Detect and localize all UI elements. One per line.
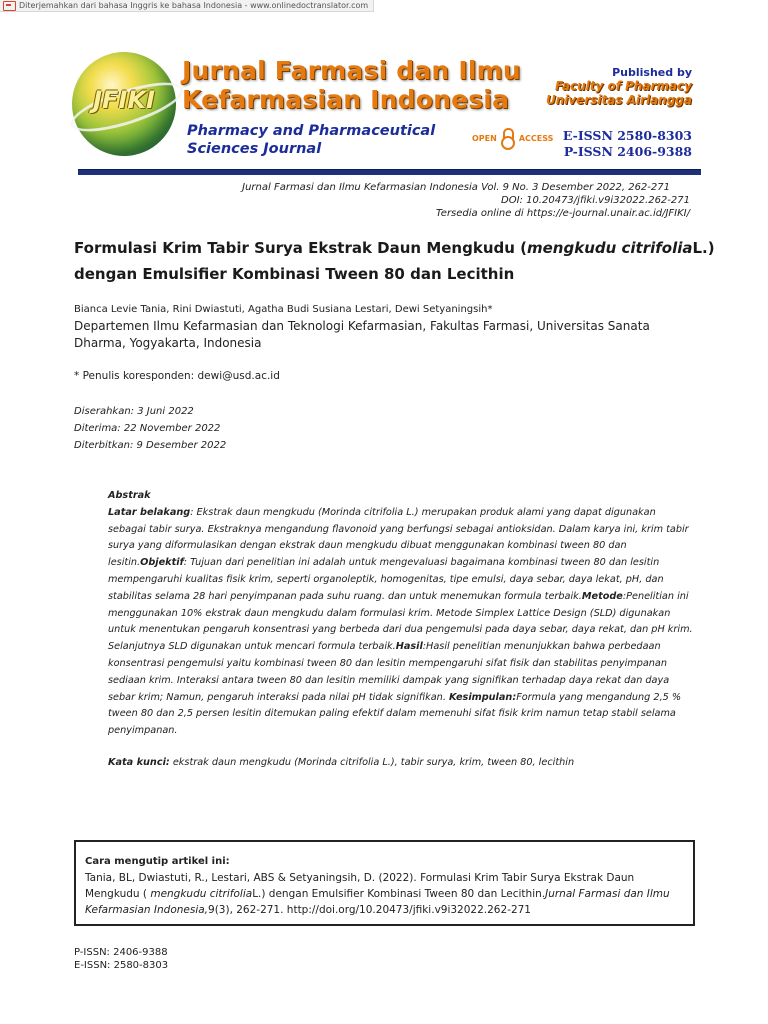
translator-bar[interactable]: [0, 0, 374, 12]
open-access-badge: [472, 128, 553, 148]
result-text: :Hasil penelitian menunjukkan bahwa perbedaan konsentrasi pengemulsi yaitu kombinasi tween 80 dan lesitin mempengaruhi sifat fisik dan stabilitas penyimpanan sediaan krim. Interaksi antara tween 80 dan lesitin memiliki dampak yang signifikan terhadap daya rekat dan daya sebar krim; Namun, pengaruh interaksi pada nilai pH tidak signifikan.: [108, 641, 670, 703]
citation-header: [242, 181, 690, 220]
keywords-text: ekstrak daun mengkudu (Morinda citrifolia L.), tabir surya, krim, tween 80, lecithin: [169, 757, 575, 768]
citation-doi[interactable]: DOI: 10.20473/jfiki.v9i32022.262-271: [501, 195, 690, 206]
abstract: [108, 488, 696, 740]
title-italic: mengkudu citrifolia: [527, 239, 693, 257]
abstract-heading: Abstrak: [108, 490, 151, 501]
objective-text: : Tujuan dari penelitian ini adalah untuk mengevaluasi bagaimana kombinasi tween 80 dan lesitin mempengaruhi kualitas fisik krim, seperti organoleptik, homogenitas, tipe emulsi, daya sebar, daya lekat, pH, dan stabilitas selama 28 hari penyimpanan pada suhu ruang. dan untuk menemukan formula terbaik.: [108, 557, 664, 602]
result-label: Hasil: [395, 641, 423, 653]
open-lock-icon: [501, 128, 515, 148]
eissn: E-ISSN 2580-8303: [562, 128, 692, 143]
translator-bar-text[interactable]: Diterjemahkan dari bahasa Inggris ke bahasa Indonesia - www.onlinedoctranslator.com: [19, 1, 369, 10]
translate-icon: [3, 1, 16, 11]
affiliation: Departemen Ilmu Kefarmasian dan Teknologi Kefarmasian, Fakultas Farmasi, Universitas Sanata Dharma, Yogyakarta, Indonesia: [74, 319, 650, 350]
method-label: Metode: [581, 590, 623, 602]
conclusion-text: Formula yang mengandung 2,5 % tween 80 dan 2,5 persen lesitin ditemukan paling efektif dalam memenuhi sifat fisik krim namun tetap stabil selama penyimpanan.: [108, 691, 682, 737]
journal-title-line2: Kefarmasian Indonesia: [182, 85, 510, 114]
journal-subtitle: [187, 122, 487, 158]
how-to-cite-box: [74, 840, 695, 926]
faculty-line2: Universitas Airlangga: [545, 93, 692, 107]
open-access-right: ACCESS: [518, 133, 554, 143]
background-label: Latar belakang: [108, 506, 191, 518]
journal-subtitle-line2: Sciences Journal: [187, 141, 322, 157]
cite-part3[interactable]: 9(3), 262-271. http://doi.org/10.20473/jfiki.v9i32022.262-271: [208, 904, 531, 916]
footer-eissn: E-ISSN: 2580-8303: [74, 960, 169, 971]
cite-body: [85, 870, 685, 918]
date-submitted: Diserahkan: 3 Juni 2022: [74, 406, 194, 417]
authors: Bianca Levie Tania, Rini Dwiastuti, Agatha Budi Susiana Lestari, Dewi Setyaningsih*: [74, 304, 493, 315]
cite-part1: Tania, BL, Dwiastuti, R., Lestari, ABS & Setyaningsih, D. (2022). Formulasi Krim Tabir Surya Ekstrak Daun Mengkudu (: [85, 872, 635, 900]
conclusion-label: Kesimpulan:: [449, 691, 517, 703]
title-line2: dengan Emulsifier Kombinasi Tween 80 dan Lecithin: [74, 265, 515, 283]
journal-title: [182, 56, 562, 114]
logo-text: JFIKI: [93, 86, 155, 114]
date-published: Diterbitkan: 9 Desember 2022: [74, 440, 227, 451]
background-text: : Ekstrak daun mengkudu (Morinda citrifolia L.) merupakan produk alami yang dapat digunakan sebagai tabir surya. Ekstraknya mengandung flavonoid yang berfungsi sebagai antioksidan. Dalam karya ini, krim tabir surya yang diformulasikan dengan ekstrak daun mengkudu dibuat menggunakan kombinasi tween 80 dan lesitin.: [108, 506, 689, 569]
citation-volume: Jurnal Farmasi dan Ilmu Kefarmasian Indonesia Vol. 9 No. 3 Desember 2022, 262-271: [242, 182, 670, 193]
title-part2: L.): [692, 239, 715, 257]
cite-heading: Cara mengutip artikel ini:: [85, 856, 230, 867]
cite-italic2: Jurnal Farmasi dan Ilmu Kefarmasian Indonesia,: [85, 888, 670, 916]
footer-pissn: P-ISSN: 2406-9388: [74, 947, 168, 958]
title-part1: Formulasi Krim Tabir Surya Ekstrak Daun Mengkudu (: [74, 239, 527, 257]
keywords-label: Kata kunci:: [108, 757, 170, 768]
citation-online[interactable]: Tersedia online di https://e-journal.unair.ac.id/JFIKI/: [435, 208, 690, 219]
cite-part2: L.) dengan Emulsifier Kombinasi Tween 80 dan Lecithin.: [252, 888, 546, 900]
footer-issn: [74, 946, 168, 972]
issn-block: [563, 128, 692, 160]
corresponding-author: * Penulis koresponden: dewi@usd.ac.id: [74, 370, 280, 382]
journal-subtitle-line1: Pharmacy and Pharmaceutical: [187, 123, 436, 139]
jfiki-logo: [72, 52, 176, 156]
article-dates: [74, 403, 226, 454]
publisher-block: [546, 66, 692, 107]
header-rule: [78, 169, 701, 175]
abstract-body: [108, 505, 696, 740]
keywords: [108, 757, 696, 768]
date-accepted: Diterima: 22 November 2022: [74, 423, 221, 434]
method-text: :Penelitian ini menggunakan 10% ekstrak daun mengkudu dalam formulasi krim. Metode Simplex Lattice Design (SLD) digunakan untuk menentukan pengaruh konsentrasi yang berbeda dari dua pengemulsi pada daya sebar, daya rekat, dan pH krim. Selanjutnya SLD digunakan untuk mencari formula terbaik.: [108, 590, 693, 653]
pissn: P-ISSN 2406-9388: [563, 144, 692, 159]
cite-italic1: mengkudu citrifolia: [150, 888, 253, 900]
faculty-line1: Faculty of Pharmacy: [555, 79, 692, 93]
open-access-left: OPEN: [472, 133, 497, 143]
journal-title-line1: Jurnal Farmasi dan Ilmu: [182, 56, 521, 85]
journal-header: [70, 48, 702, 176]
objective-label: Objektif: [140, 557, 184, 569]
article-title: [74, 235, 724, 287]
published-by: Published by: [612, 66, 692, 79]
